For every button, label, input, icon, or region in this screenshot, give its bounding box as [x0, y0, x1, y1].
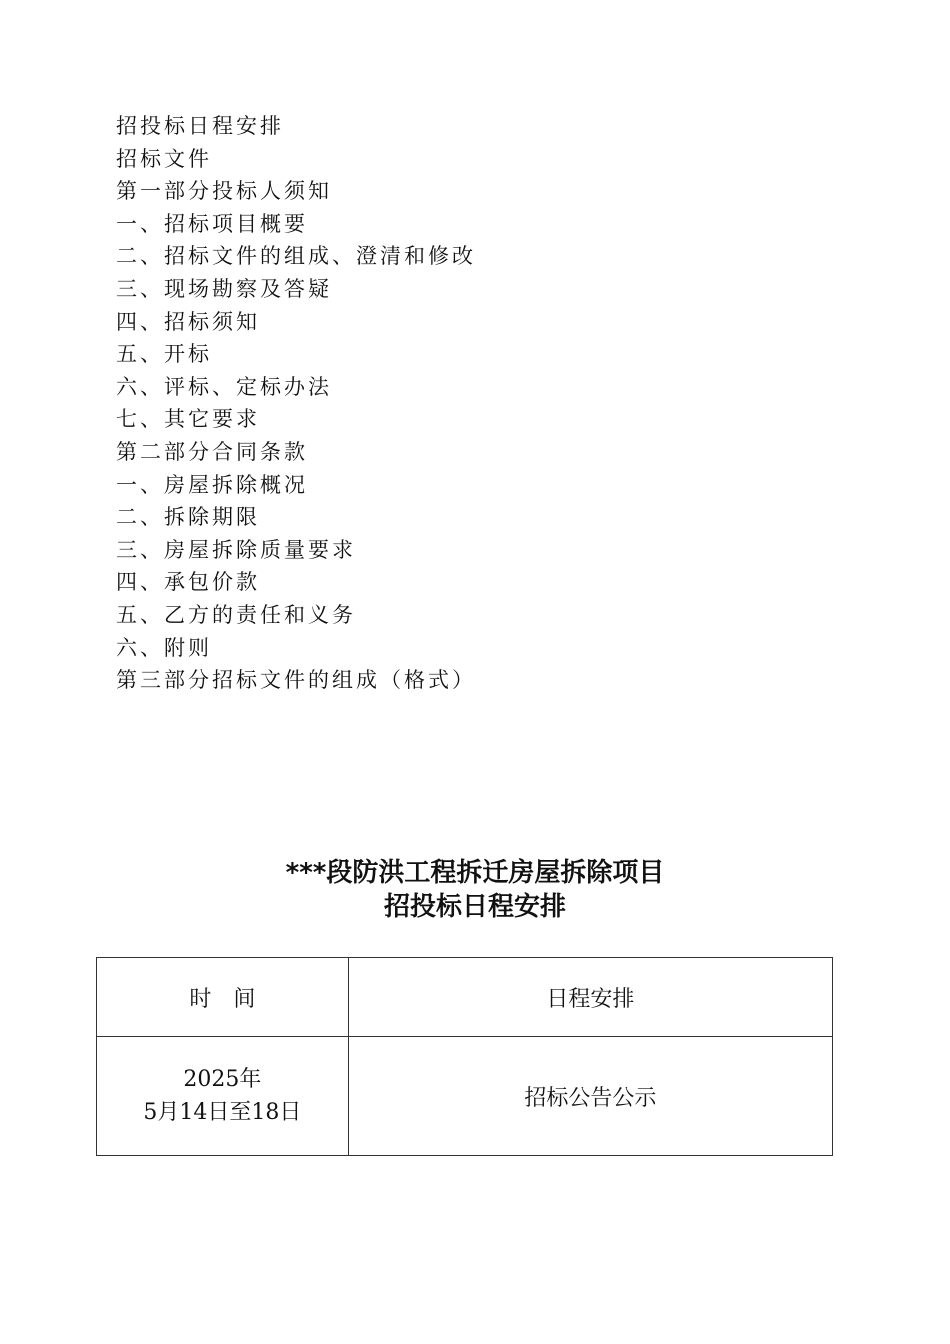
- toc-item: 招标文件: [116, 146, 212, 171]
- time-range: 5月14日至18日: [143, 1100, 302, 1125]
- schedule-table: [96, 957, 833, 1156]
- header-plan-cell: 日程安排: [348, 958, 832, 1037]
- toc-item: 三、房屋拆除质量要求: [116, 537, 356, 562]
- header-time-cell: 时 间: [97, 958, 349, 1037]
- time-year: 2025年: [183, 1067, 262, 1092]
- toc-item: 第三部分招标文件的组成（格式）: [116, 668, 476, 693]
- toc-item: 五、开标: [116, 342, 212, 367]
- table-row: [97, 1037, 833, 1156]
- toc-item: 一、房屋拆除概况: [116, 472, 308, 497]
- toc-item: 三、现场勘察及答疑: [116, 276, 332, 301]
- toc-item: 第二部分合同条款: [116, 439, 308, 464]
- toc-item: 五、乙方的责任和义务: [116, 602, 356, 627]
- toc-item: 招投标日程安排: [116, 114, 284, 138]
- table-of-contents: [116, 110, 816, 697]
- toc-item: 二、拆除期限: [116, 505, 260, 530]
- toc-item: 四、承包价款: [116, 570, 260, 595]
- toc-item: 六、附则: [116, 635, 212, 660]
- schedule-title: [0, 856, 950, 924]
- toc-item: 六、评标、定标办法: [116, 374, 332, 399]
- toc-item: 七、其它要求: [116, 407, 260, 432]
- toc-item: 二、招标文件的组成、澄清和修改: [116, 244, 476, 269]
- plan-cell: 招标公告公示: [348, 1037, 832, 1156]
- table-header-row: [97, 958, 833, 1037]
- time-cell: [97, 1037, 349, 1156]
- schedule-title-line-1: ***段防洪工程拆迁房屋拆除项目: [285, 858, 665, 888]
- toc-item: 一、招标项目概要: [116, 211, 308, 236]
- toc-item: 第一部分投标人须知: [116, 179, 332, 204]
- toc-item: 四、招标须知: [116, 309, 260, 334]
- schedule-title-line-2: 招投标日程安排: [383, 892, 566, 922]
